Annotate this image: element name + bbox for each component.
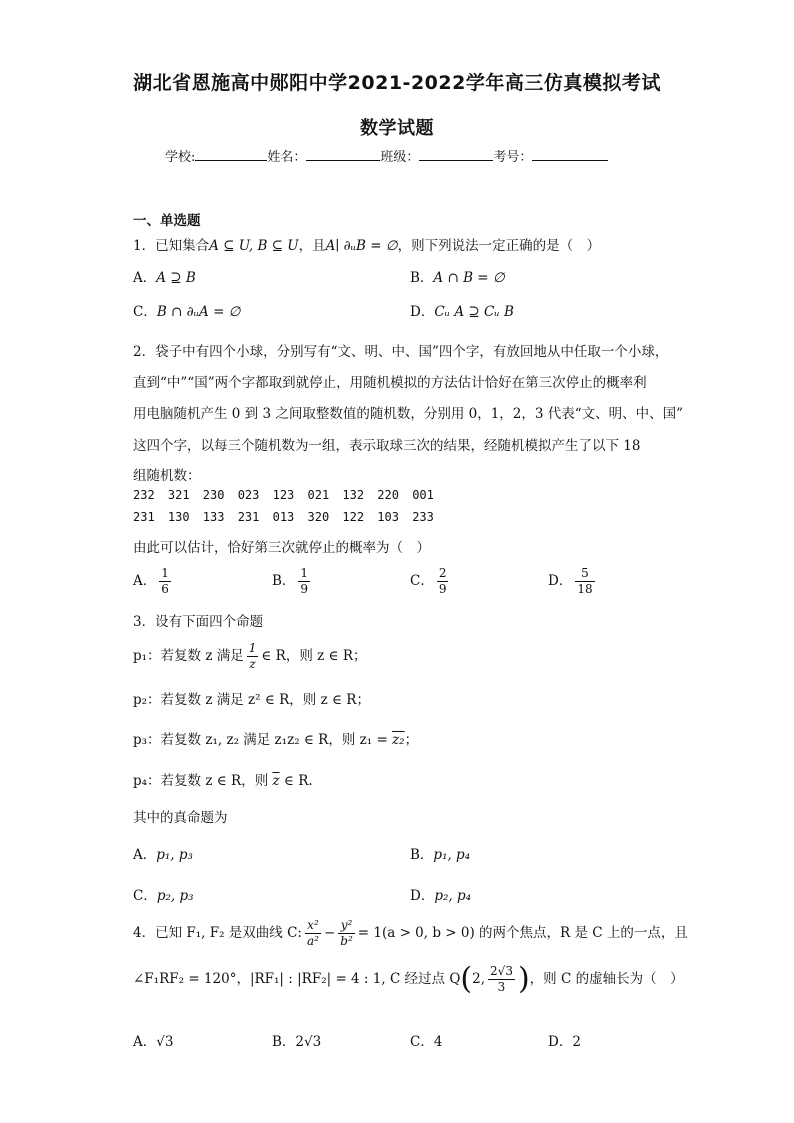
- q2-random-row-2: 231 130 133 231 013 320 122 103 233: [133, 510, 434, 524]
- exam-no-label: 考号：: [493, 150, 533, 165]
- class-blank[interactable]: [419, 146, 493, 161]
- q3-proposition-p2: p₂：若复数 z 满足 z² ∈ R，则 z ∈ R；: [133, 692, 370, 708]
- q3-option-b[interactable]: B．p₁, p₄: [410, 847, 471, 863]
- school-label: 学校:: [165, 150, 196, 165]
- q2-stem-line-5: 组随机数：: [133, 468, 201, 484]
- q1-option-d[interactable]: D．Cᵤ A ⊇ Cᵤ B: [410, 304, 514, 320]
- q2-stem-line-2: 直到“中”“国”两个字都取到就停止，用随机模拟的方法估计恰好在第三次停止的概率利: [133, 375, 647, 391]
- q4-option-b[interactable]: B．2√3: [272, 1034, 322, 1050]
- q1-option-a[interactable]: A．A ⊇ B: [133, 270, 196, 286]
- name-label: 姓名：: [267, 150, 307, 165]
- class-label: 班级：: [380, 150, 420, 165]
- q2-option-b[interactable]: B． $\frac{1}{9}$: [272, 566, 309, 596]
- q4-stem-line-1: 4．已知 F₁, F₂ 是双曲线 C: $\frac{\text{x²}}{\text{a²}}$ − $\frac{\text{y²}}{\text{b²}}$ = 1(a > 0, b > 0) 的两个焦点，R 是 C 上的一点，且: [133, 918, 688, 948]
- q2-stem-line-4: 这四个字，以每三个随机数为一组，表示取球三次的结果，经随机模拟产生了以下 18: [133, 438, 641, 454]
- name-blank[interactable]: [306, 146, 380, 161]
- q2-option-d[interactable]: D． $\frac{5}{18}$: [548, 566, 593, 596]
- q2-question: 由此可以估计，恰好第三次就停止的概率为（ ）: [133, 540, 430, 556]
- q1-stem: 1．已知集合A ⊆ U, B ⊆ U，且A∣ ∂ᵤB = ∅，则下列说法一定正确的是（ ）: [133, 238, 601, 254]
- q1-option-c[interactable]: C．B ∩ ∂ᵤA = ∅: [133, 304, 241, 320]
- q4-stem-line-2: ∠F₁RF₂ = 120°，|RF₁| : |RF₂| = 4 : 1, C 经过点 Q(2, $\frac{2√3}{3}$ )，则 C 的虚轴长为（ ）: [133, 961, 684, 997]
- q3-option-d[interactable]: D．p₂, p₄: [410, 888, 472, 904]
- q2-random-row-1: 232 321 230 023 123 021 132 220 001: [133, 488, 434, 502]
- q2-stem-line-3: 用电脑随机产生 0 到 3 之间取整数值的随机数，分别用 0，1，2，3 代表“文、明、中、国”: [133, 406, 684, 422]
- q3-option-c[interactable]: C．p₂, p₃: [133, 888, 194, 904]
- q4-option-d[interactable]: D．2: [548, 1034, 581, 1050]
- q3-intro: 3．设有下面四个命题: [133, 614, 264, 630]
- q2-option-a[interactable]: A． $\frac{1}{6}$: [133, 566, 169, 596]
- student-info-row: [165, 146, 608, 165]
- q3-proposition-p3: p₃：若复数 z₁, z₂ 满足 z₁z₂ ∈ R，则 z₁ = z₂；: [133, 732, 419, 748]
- q1-option-b[interactable]: B．A ∩ B = ∅: [410, 270, 505, 286]
- section-title: 一、单选题: [133, 213, 201, 229]
- school-blank[interactable]: [195, 146, 267, 161]
- exam-no-blank[interactable]: [532, 146, 608, 161]
- q3-proposition-p1: p₁：若复数 z 满足 $\frac{1}{z}$ ∈ R，则 z ∈ R；: [133, 641, 367, 671]
- q3-option-a[interactable]: A．p₁, p₃: [133, 847, 193, 863]
- q2-option-c[interactable]: C． $\frac{2}{9}$: [410, 566, 447, 596]
- q4-option-a[interactable]: A．√3: [133, 1034, 174, 1050]
- q2-stem-line-1: 2．袋子中有四个小球，分别写有“文、明、中、国”四个字，有放回地从中任取一个小球，: [133, 344, 669, 360]
- q4-option-c[interactable]: C．4: [410, 1034, 443, 1050]
- page-title: 湖北省恩施高中郧阳中学2021-2022学年高三仿真模拟考试: [133, 72, 661, 94]
- page-subtitle: 数学试题: [360, 118, 434, 139]
- q3-proposition-p4: p₄：若复数 z ∈ R，则 $\overline{z}$ ∈ R.: [133, 773, 313, 789]
- q3-question: 其中的真命题为: [133, 810, 228, 826]
